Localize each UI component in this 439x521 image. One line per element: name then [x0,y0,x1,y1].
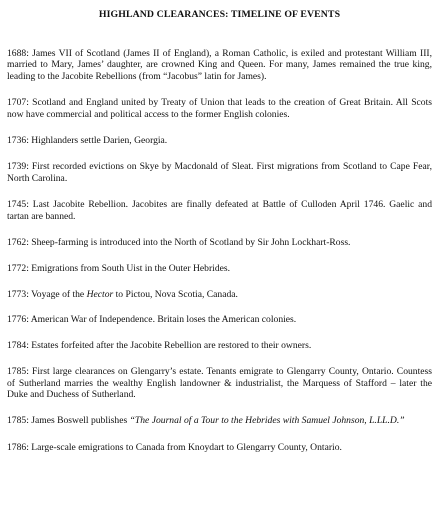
timeline-list [7,48,432,453]
timeline-entry-1736: 1736: Highlanders settle Darien, Georgia. [7,135,168,147]
timeline-entry-1707: 1707: Scotland and England united by Treaty of Union that leads to the creation of Great Britain. All Scots now have commercial and political access to the former English colonies. [7,97,432,120]
timeline-entry-1688: 1688: James VII of Scotland (James II of England), a Roman Catholic, is exiled and protestant William III, married to Mary, James’ daughter, are crowned King and Queen. For many, James remained the true king, leading to the Jacobite Rebellions (from “Jacobus” latin for James). [7,48,432,82]
entry-text: 1773: Voyage of the [7,288,87,300]
timeline-entry-1745: 1745: Last Jacobite Rebellion. Jacobites are finally defeated at Battle of Culloden April 1746. Gaelic and tartan are banned. [7,199,432,222]
timeline-entry-1773 [7,289,432,300]
timeline-entry-1776: 1776: American War of Independence. Britain loses the American colonies. [7,314,297,326]
timeline-entry-1739: 1739: First recorded evictions on Skye by Macdonald of Sleat. First migrations from Scotland to Cape Fear, North Carolina. [7,161,432,184]
timeline-entry-1784: 1784: Estates forfeited after the Jacobite Rebellion are restored to their owners. [7,339,312,351]
document-title: HIGHLAND CLEARANCES: TIMELINE OF EVENTS [98,9,341,20]
entry-text: to Pictou, Nova Scotia, Canada. [113,288,238,300]
timeline-entry-1762: 1762: Sheep-farming is introduced into the North of Scotland by Sir John Lockhart-Ross. [7,237,351,249]
timeline-entry-1786: 1786: Large-scale emigrations to Canada from Knoydart to Glengarry County, Ontario. [7,441,342,453]
ship-name: Hector [86,288,114,300]
book-title: “The Journal of a Tour to the Hebrides with Samuel Johnson, L.LL.D.” [129,415,405,427]
entry-text: 1785: James Boswell publishes [7,415,130,427]
timeline-entry-1772: 1772: Emigrations from South Uist in the Outer Hebrides. [7,263,231,275]
timeline-entry-1785-clearances: 1785: First large clearances on Glengarry’s estate. Tenants emigrate to Glengarry County, Ontario. Countess of Sutherland marries the wealthy English landowner & industrialist, the Marquess of Stafford – later the Duke and Duchess of Sutherland. [7,366,432,400]
timeline-entry-1785-boswell [7,415,432,426]
